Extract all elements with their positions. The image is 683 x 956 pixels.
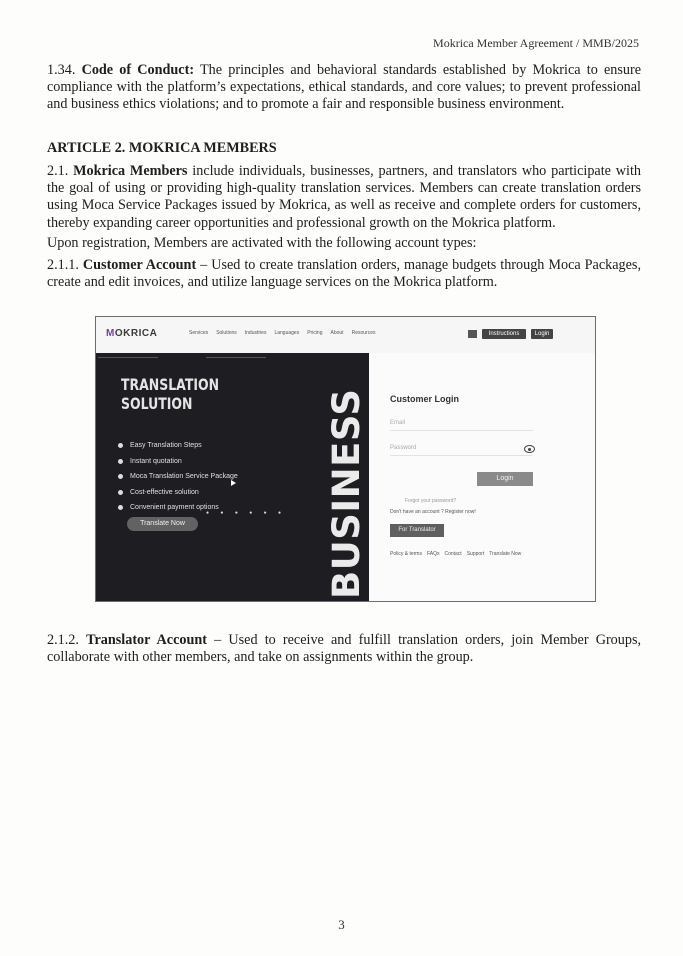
site-navbar <box>96 317 595 353</box>
footer-links <box>390 551 521 557</box>
email-field: Email <box>390 416 533 431</box>
password-field: Password <box>390 441 533 456</box>
feature-item: Easy Translation Steps <box>118 438 238 454</box>
nav-link: Solutions <box>216 330 237 336</box>
hero-panel <box>96 353 369 601</box>
nav-link: Resources <box>351 330 376 336</box>
clause-text: – Used to create translation orders, manage budgets through Moca Packages, create and edit invoices, and utilize language services on the Mokrica platform. <box>47 257 641 291</box>
clause-number: 2.1. <box>47 163 69 179</box>
login-title: Customer Login <box>390 394 459 404</box>
nav-link: Services <box>189 330 209 336</box>
divider <box>98 357 158 358</box>
registration-paragraph: Upon registration, Members are activated with the following account types: <box>47 235 477 251</box>
clause-1-34 <box>47 62 641 114</box>
clause-term: Customer Account <box>82 257 197 273</box>
nav-links <box>189 330 375 336</box>
check-icon <box>118 505 123 510</box>
clause-2-1-2 <box>47 632 641 666</box>
nav-link: Industries <box>244 330 267 336</box>
for-translator-button: For Translator <box>390 524 444 537</box>
hero-title: TRANSLATION SOLUTION <box>121 375 220 413</box>
nav-link: Pricing <box>307 330 323 336</box>
cursor-icon <box>231 480 236 486</box>
check-icon <box>118 490 123 495</box>
clause-2-1 <box>47 163 641 232</box>
clause-term: Code of Conduct: <box>81 62 195 78</box>
clause-2-1-1 <box>47 257 641 291</box>
carousel-dots: ● ● ● ● ● ● <box>206 510 287 516</box>
feature-item: Instant quotation <box>118 454 238 470</box>
footer-link: FAQs <box>426 551 440 557</box>
clause-term: Mokrica Members <box>73 163 188 179</box>
feature-list <box>118 438 238 516</box>
footer-link: Translate Now <box>489 551 522 557</box>
nav-link: Languages <box>274 330 300 336</box>
clause-text: – Used to receive and fulfill translation orders, join Member Groups, collaborate with other members, and take on assignments within the group. <box>47 632 642 666</box>
divider <box>206 357 266 358</box>
footer-link: Support <box>466 551 485 557</box>
clause-text: The principles and behavioral standards established by Mokrica to ensure compliance with the platform’s expectations, ethical standards, and core values; to prevent professional and business ethics violations; and to promote a fair and responsible business environment. <box>47 62 641 113</box>
clause-number: 2.1.1. <box>47 257 79 273</box>
language-flag-icon <box>468 330 477 338</box>
running-header: Mokrica Member Agreement / MMB/2025 <box>433 36 639 50</box>
nav-link: About <box>330 330 344 336</box>
eye-icon <box>524 445 535 453</box>
instructions-button: Instructions <box>482 329 526 339</box>
clause-term: Translator Account <box>86 632 207 648</box>
clause-number: 2.1.2. <box>47 632 79 648</box>
login-panel <box>369 353 595 601</box>
translate-now-button: Translate Now <box>127 517 198 531</box>
login-nav-button: Login <box>531 329 553 339</box>
business-vertical-text: BUSINESS <box>325 388 368 599</box>
footer-link: Contact <box>444 551 462 557</box>
clause-number: 1.34. <box>47 62 76 78</box>
page-number: 3 <box>338 917 345 932</box>
article-heading: ARTICLE 2. MOKRICA MEMBERS <box>47 140 277 156</box>
login-button: Login <box>477 472 533 486</box>
check-icon <box>118 459 123 464</box>
clause-text: include individuals, businesses, partners, and translators who participate with the goal of using or providing high-quality translation services. Members can create translation orders using Moca Service Packages issued by Mokrica, as well as receive and complete orders for customers, thereby expanding career opportunities and professional growth on the Mokrica platform. <box>47 163 642 231</box>
register-text: Don't have an account ? Register now! <box>390 509 476 515</box>
check-icon <box>118 443 123 448</box>
feature-item: Convenient payment options <box>118 500 238 516</box>
site-logo: MOKRICA <box>106 328 158 339</box>
forgot-password-link: Forgot your password? <box>405 498 457 504</box>
footer-link: Policy & terms <box>390 551 422 557</box>
check-icon <box>118 474 123 479</box>
website-screenshot <box>95 316 596 602</box>
feature-item: Moca Translation Service Package <box>118 469 238 485</box>
feature-item: Cost-effective solution <box>118 485 238 501</box>
